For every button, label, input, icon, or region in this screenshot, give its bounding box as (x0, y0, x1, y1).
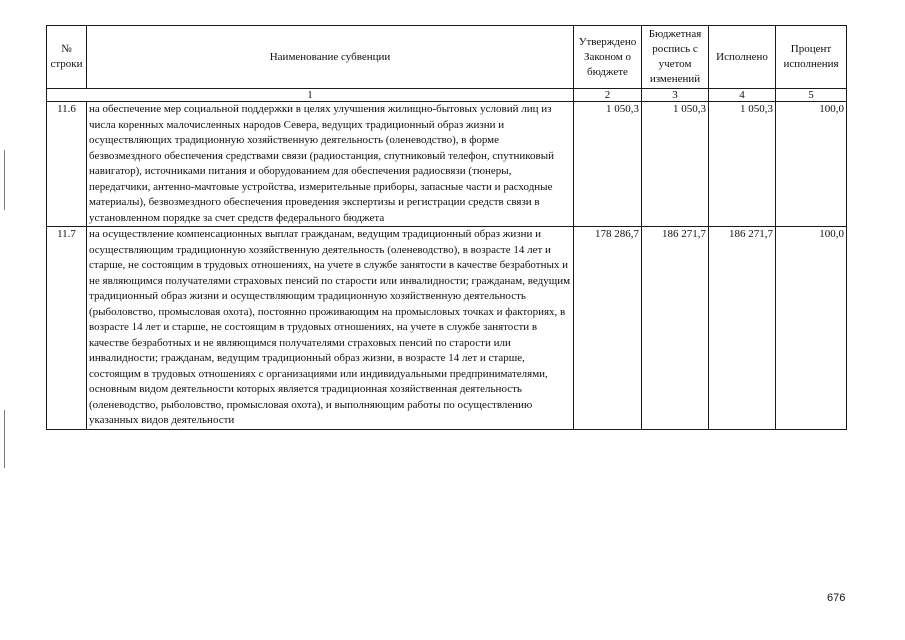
budget-schedule-value: 186 271,7 (642, 227, 709, 430)
executed-value: 186 271,7 (709, 227, 776, 430)
table-row (47, 227, 847, 430)
column-index-cell: 5 (776, 89, 847, 102)
row-number: 11.7 (47, 227, 87, 430)
header-approved: Утверждено Законом о бюджете (574, 26, 642, 89)
header-percent: Процент исполнения (776, 26, 847, 89)
executed-value: 1 050,3 (709, 102, 776, 227)
percent-value: 100,0 (776, 227, 847, 430)
column-index-cell: 4 (709, 89, 776, 102)
scan-margin-mark-lower (4, 410, 5, 468)
page-number: 676 (827, 592, 846, 604)
scan-margin-mark-upper (4, 150, 5, 210)
column-index-cell: 1 (47, 89, 574, 102)
column-index-row (47, 89, 847, 102)
header-row (47, 26, 847, 89)
header-budget-schedule: Бюджетная роспись с учетом изменений (642, 26, 709, 89)
row-number: 11.6 (47, 102, 87, 227)
subvention-table (46, 25, 847, 430)
column-index-cell: 2 (574, 89, 642, 102)
percent-value: 100,0 (776, 102, 847, 227)
column-index-cell: 3 (642, 89, 709, 102)
table-row (47, 102, 847, 227)
approved-value: 178 286,7 (574, 227, 642, 430)
budget-schedule-value: 1 050,3 (642, 102, 709, 227)
subvention-name: на обеспечение мер социальной поддержки в целях улучшения жилищно-бытовых условий лиц из числа коренных малочисленных народов Севера, ведущих традиционный образ жизни и осуществляющих традиционную хозяйственную деятельность (оленеводство), в форме безвозмездного обеспечения средствами связи (радиостанция, спутниковый телефон, спутниковый навигатор), источниками питания и оборудованием для обеспечения радиосвязи (тюнеры, передатчики, антенно-мачтовые устройства, измерительные приборы, запасные части и расходные материалы), безвозмездного обеспечения проведения экспертизы и регистрации средств связи в установленном порядке за счет средств федерального бюджета (87, 102, 574, 227)
header-name: Наименование субвенции (87, 26, 574, 89)
header-row-no: № строки (47, 26, 87, 89)
subvention-name: на осуществление компенсационных выплат гражданам, ведущим традиционный образ жизни и осуществляющим традиционную хозяйственную деятельность (оленеводство), в возрасте 14 лет и старше, не состоящим в трудовых отношениях, на учете в службе занятости в качестве безработных и не являющимся получателями страховых пенсий по старости или инвалидности; гражданам, ведущим традиционный образ жизни и осуществляющим традиционную хозяйственную деятельность (рыболовство, промысловая охота), постоянно проживающим на промысловых точках и факториях, в возрасте 14 лет и старше, не состоящим в трудовых отношениях, на учете в службе занятости в качестве безработных и не являющимся получателями страховых пенсий по старости или инвалидности; гражданам, ведущим традиционный образ жизни, в возрасте 14 лет и старше, состоящим в трудовых отношениях с организациями или индивидуальными предпринимателями, основным видом деятельности которых является традиционная хозяйственная деятельность (оленеводство, рыболовство, промысловая охота), и выполняющим работы по осуществлению указанных видов деятельности (87, 227, 574, 430)
approved-value: 1 050,3 (574, 102, 642, 227)
header-executed: Исполнено (709, 26, 776, 89)
